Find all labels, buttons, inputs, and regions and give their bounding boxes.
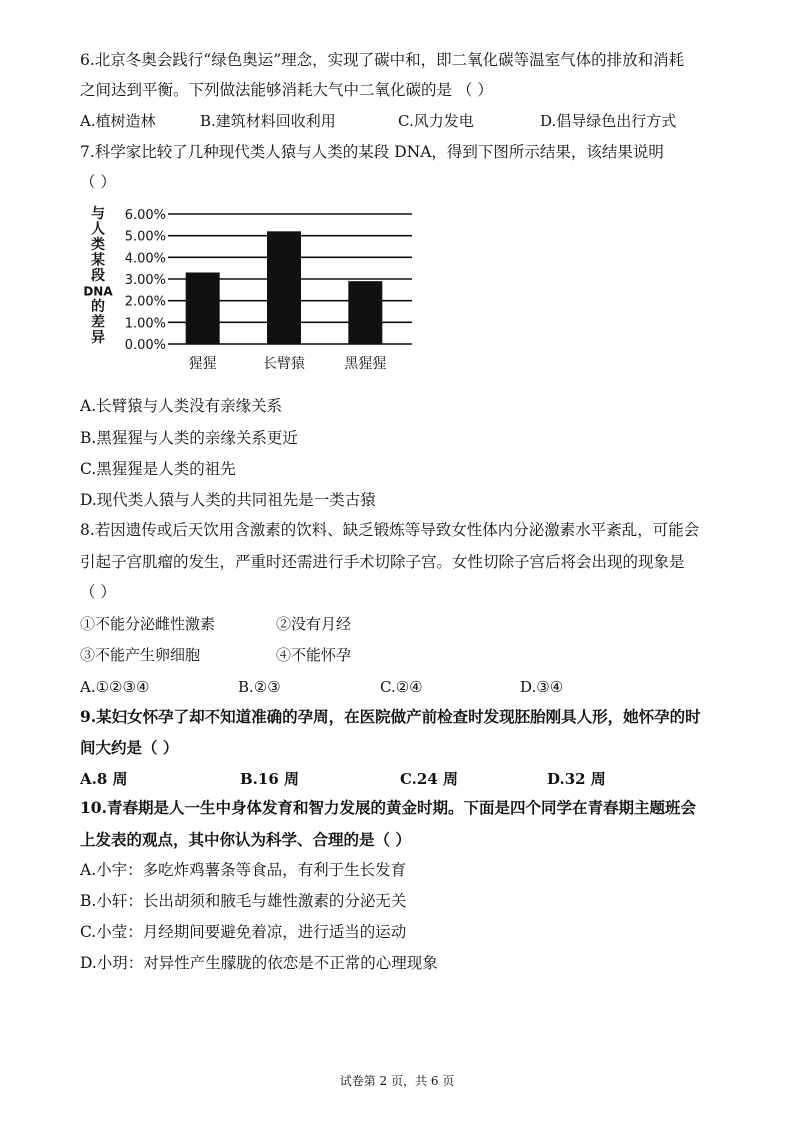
q6-option-b: B.建筑材料回收利用	[200, 112, 336, 130]
bar	[348, 281, 382, 344]
y-axis-ticks	[125, 208, 166, 353]
q8-option-c: C.②④	[380, 678, 423, 696]
q9-stem-line1: 9.某妇女怀孕了却不知道准确的孕周，在医院做产前检查时发现胚胎刚具人形，她怀孕的时	[80, 707, 701, 726]
y-tick-label: 4.00%	[124, 251, 166, 267]
bar	[267, 231, 301, 344]
q10-stem-line2: 上发表的观点，其中你认为科学、合理的是（ ）	[80, 830, 411, 849]
q10-option-c: C.小莹：月经期间要避免着凉，进行适当的运动	[80, 923, 407, 941]
q6-option-c: C.风力发电	[398, 112, 474, 130]
y-axis-label-char: 段	[91, 268, 105, 284]
q8-option-b: B.②③	[238, 678, 281, 696]
q9-option-d: D.32 周	[547, 770, 606, 788]
y-tick-label: 5.00%	[124, 229, 166, 245]
q9-option-a: A.8 周	[80, 770, 128, 788]
category-label: 猩猩	[188, 356, 217, 372]
q8-stem-line2: 引起子宫肌瘤的发生，严重时还需进行手术切除子宫。女性切除子宫后将会出现的现象是	[80, 553, 685, 571]
y-axis-label-char: 与	[91, 206, 105, 222]
y-tick-label: 2.00%	[124, 294, 166, 310]
y-axis-label-char: DNA	[83, 284, 113, 299]
q8-stem-line3: （ ）	[80, 583, 116, 601]
q6-option-d: D.倡导绿色出行方式	[540, 112, 677, 130]
y-axis-label-char: 人	[91, 221, 105, 238]
q9-option-b: B.16 周	[240, 770, 299, 788]
q6-stem-line1: 6.北京冬奥会践行“绿色奥运”理念，实现了碳中和，即二氧化碳等温室气体的排放和消耗	[80, 51, 685, 69]
category-label: 黑猩猩	[344, 356, 387, 372]
q7-option-d: D.现代类人猿与人类的共同祖先是一类古猿	[80, 491, 376, 509]
q7-option-c: C.黑猩猩是人类的祖先	[80, 460, 236, 478]
y-tick-label: 1.00%	[124, 316, 166, 332]
q7-option-a: A.长臂猿与人类没有亲缘关系	[80, 397, 283, 415]
q10-option-d: D.小玥：对异性产生朦胧的依恋是不正常的心理现象	[80, 954, 438, 972]
q6-stem-line2: 之间达到平衡。下列做法能够消耗大气中二氧化碳的是 （ ）	[80, 81, 493, 99]
q8-stem-line1: 8.若因遗传或后天饮用含激素的饮料、缺乏锻炼等导致女性体内分泌激素水平紊乱，可能会	[80, 521, 700, 539]
y-axis-label-char: 差	[91, 314, 105, 331]
page-footer: 试卷第 2 页，共 6 页	[339, 1074, 455, 1088]
q10-stem-line1: 10.青春期是人一生中身体发育和智力发展的黄金时期。下面是四个同学在青春期主题班会	[80, 798, 696, 817]
q8-statement-1: ①不能分泌雌性激素	[80, 615, 216, 633]
y-axis-label-char: 某	[91, 252, 105, 269]
y-tick-label: 3.00%	[124, 273, 166, 288]
y-axis-label	[83, 205, 113, 346]
q7-stem-line1: 7.科学家比较了几种现代类人猿与人类的某段 DNA，得到下图所示结果，该结果说明	[80, 143, 664, 161]
y-tick-label: 6.00%	[124, 208, 166, 223]
q9-stem-line2: 间大约是（ ）	[80, 738, 179, 757]
q8-statement-4: ④不能怀孕	[276, 646, 352, 664]
y-axis-label-char: 的	[91, 299, 105, 315]
q6-option-a: A.植树造林	[80, 112, 156, 130]
q8-statement-2: ②没有月经	[276, 615, 352, 633]
y-tick-label: 0.00%	[124, 338, 166, 353]
dna-difference-chart	[80, 196, 420, 376]
chart-bars	[186, 231, 383, 344]
y-axis-label-char: 异	[91, 330, 105, 346]
y-axis-label-char: 类	[91, 237, 105, 253]
q8-statement-3: ③不能产生卵细胞	[80, 646, 201, 664]
q10-option-a: A.小宇：多吃炸鸡薯条等食品，有利于生长发育	[80, 861, 407, 879]
q8-option-a: A.①②③④	[80, 678, 150, 696]
q9-option-c: C.24 周	[400, 770, 458, 788]
category-label: 长臂猿	[263, 356, 305, 372]
q8-option-d: D.③④	[520, 678, 564, 696]
q10-option-b: B.小轩：长出胡须和腋毛与雄性激素的分泌无关	[80, 892, 407, 910]
q7-option-b: B.黑猩猩与人类的亲缘关系更近	[80, 429, 298, 447]
q7-stem-line2: （ ）	[80, 173, 116, 191]
x-axis-categories	[189, 355, 387, 372]
bar	[186, 273, 220, 345]
